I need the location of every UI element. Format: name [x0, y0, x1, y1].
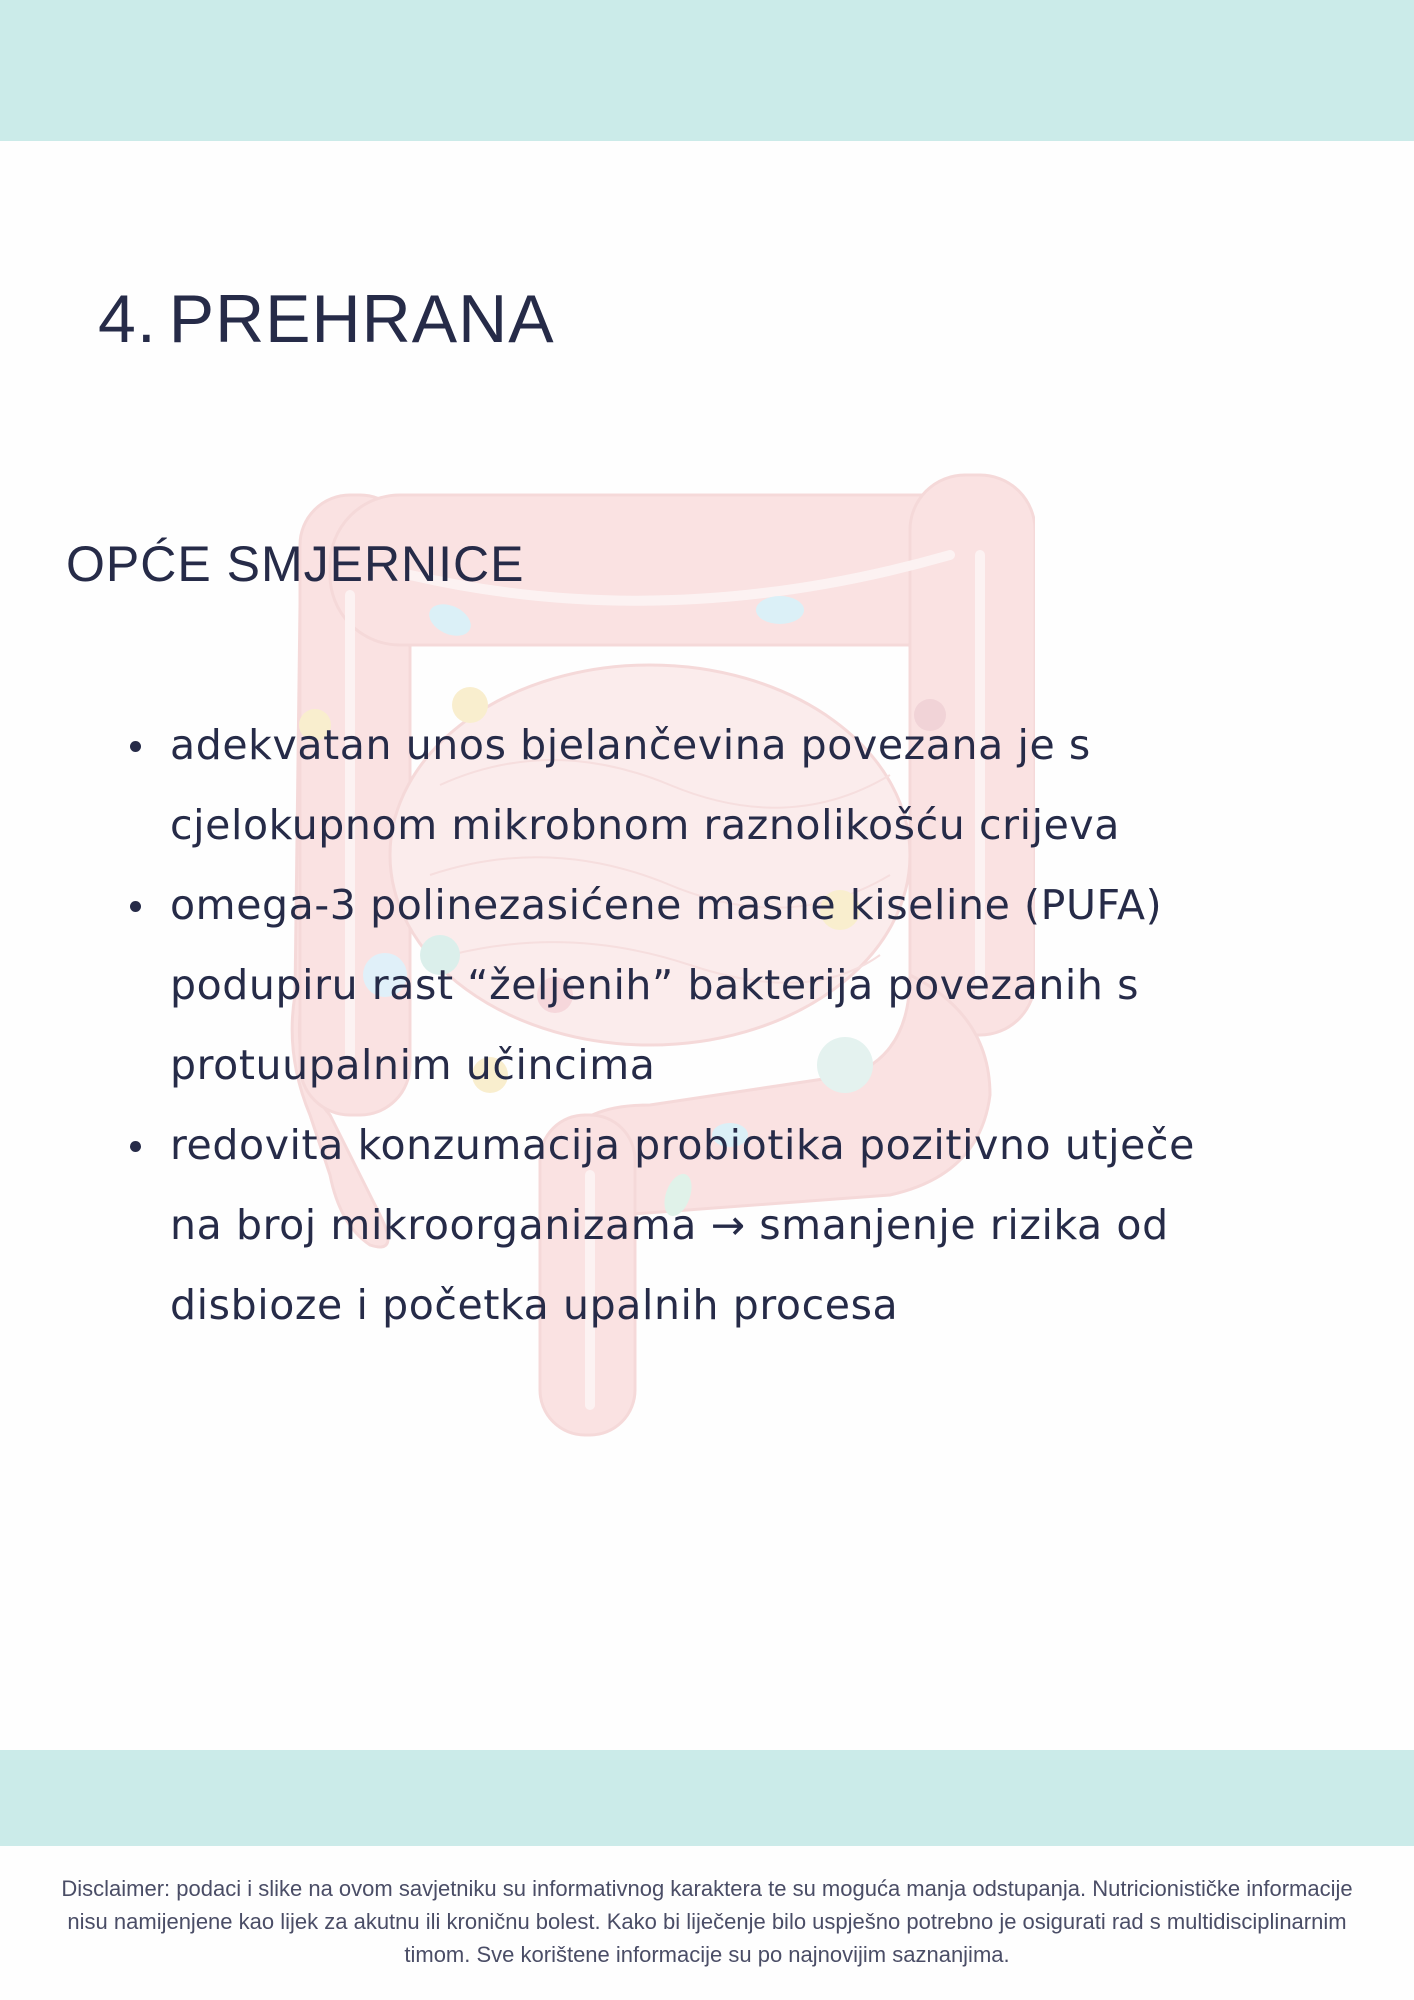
guidelines-list: [120, 705, 1300, 1345]
list-item: [120, 865, 1300, 1105]
footer-band: [0, 1750, 1414, 1846]
section-title: OPĆE SMJERNICE: [66, 536, 525, 592]
bullet-dot-icon: [130, 741, 141, 752]
list-item: [120, 705, 1300, 865]
page-title-text: PREHRANA: [168, 281, 555, 357]
list-item-line: adekvatan unos bjelančevina povezana je s: [170, 721, 1091, 769]
disclaimer-line: timom. Sve korištene informacije su po najnovijim saznanjima.: [404, 1942, 1010, 1967]
list-item: [120, 1105, 1300, 1345]
header-band: [0, 0, 1414, 141]
list-item-line: disbioze i početka upalnih procesa: [170, 1281, 899, 1329]
disclaimer-line: Disclaimer: podaci i slike na ovom savjetniku su informativnog karaktera te su moguća manja odstupanja. Nutricionističke informacije: [61, 1876, 1353, 1901]
list-item-line: protuupalnim učincima: [170, 1041, 656, 1089]
list-item-line: podupiru rast “željenih” bakterija povezanih s: [170, 961, 1140, 1009]
list-item-line: redovita konzumacija probiotika pozitivno utječe: [170, 1121, 1195, 1169]
bullet-dot-icon: [130, 1141, 141, 1152]
disclaimer-line: nisu namijenjene kao lijek za akutnu ili kroničnu bolest. Kako bi liječenje bilo uspješno potrebno je osigurati rad s multidisciplinarnim: [67, 1909, 1347, 1934]
page-title: [98, 280, 555, 358]
list-item-line: omega-3 polinezasićene masne kiseline (PUFA): [170, 881, 1163, 929]
page-title-number: 4.: [98, 281, 157, 357]
list-item-line: na broj mikroorganizama → smanjenje rizika od: [170, 1201, 1169, 1249]
list-item-line: cjelokupnom mikrobnom raznolikošću crijeva: [170, 801, 1120, 849]
bullet-dot-icon: [130, 901, 141, 912]
disclaimer-text: [0, 1872, 1414, 1971]
